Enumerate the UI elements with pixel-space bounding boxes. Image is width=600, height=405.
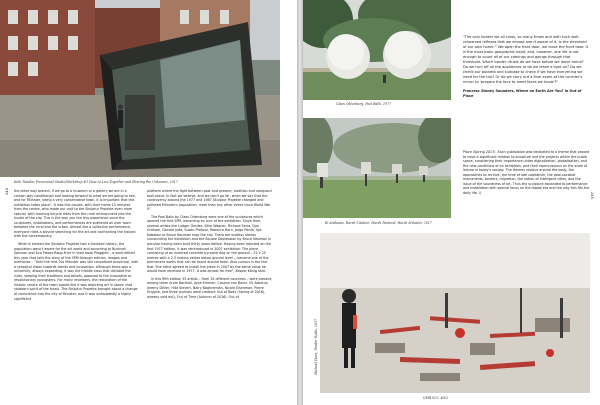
quote-attribution: Francesc Stoney Saunders, Where on Earth Are You? in Out of Place xyxy=(463,89,582,98)
page-number-right: 245 xyxy=(590,192,594,199)
pull-quote xyxy=(463,35,588,98)
photo-caption-pool-balls: Claes Oldenburg, Pool Balls, 1977 xyxy=(336,102,392,106)
photo-caption-michael-dean: Michael Dean, Tender Radio, 2017 xyxy=(314,318,318,375)
photo-caption-ei-arakawa: Ei Arakawa, Harsh Citation, Harsh Pastoral, Harsh Münster, 2017 xyxy=(325,221,432,225)
paragraph: The Pool Balls by Claes Oldenburg were one of the sculptures which opened the first SPM, becoming an icon of the exhibition. Since then, several artists like Ludger Gerdes, Silke Wagner, Richard Serra, Dan Graham, Donald Judd, Susan Philipsz, Rebecca Horn, Jorge Pardo, Ilya Kabakov or Bruce Nauman map the city. There are endless stories surrounding the exhibition and the Square Depression by Bruce Nauman is peculiar having been built thirty years before. Having been rejected on the first 1977 edition, it was reintroduced in 2007 exhibition. The piece, consisting of an inverted concrete pyramid dug on the ground – 25 x 25 metres with a 2.3 meters vertex below ground level –, became one of the permanent works that can be found around town. Also curious is the fact that "the artist agreed to install the piece in 2007 by the same value he would have received in 1977. It was almost for free", Kasper König said. xyxy=(147,214,271,274)
ei-arakawa-photo xyxy=(303,118,451,218)
pool-balls-photo xyxy=(303,0,451,100)
left-page xyxy=(0,0,297,405)
page-number-left: 244 xyxy=(5,188,9,195)
paragraph: Place (Spring 2017). Each publication was dedicated to a theme that proved to have a significant relation to sculpture and the projects within the public space, considering their importance under digitalization, globalization, and the new conditions of an exhibition, and their repercussions on the scale of leisure in today's society. The themes revolve around the body, the approaches to archive, the time of late capitalism, the post-socialist monuments, borders, migration, the notion of intelligent cities, and the issue of the soundness of art. Thus the sculpture expanded to performance and installation with special focus on the digital era and the way this fits the daily life. // xyxy=(463,150,590,195)
michael-dean-photo xyxy=(320,233,590,393)
text-column-right xyxy=(463,150,590,230)
text-column-2 xyxy=(147,189,274,403)
quote-text: "The only border we all cross, so many times and with such well-rehearsed reflexes that we almost aren't aware of it, is the threshold of our own home."ⁱ We open the front door, we close the front door. It is the most basic geographic habit, and, however, one life is not enough to count all of our comings and goings through that threshold. Which border rituals do we have before we leave home? Do we turn off all the appliances or do we leave a light on? Do we check our pockets and suitcase to check if we have everything we need for the trip? Or do we carry out a final exam at the corridor's mirror to 'prepare the face to meet faces we know'?" xyxy=(463,35,589,84)
paragraph: In this fifth edition 35 artists – from 19 different countries – were present, among them Aram Bartholl, Ayse Erkmen, Cosima von Bonin, Eli Asbetus, Jeremy Deller, Hito Steyerl, Nairy Baghramian, Nicole Eisenman, Pierre Huyghe, and three journals were created: Out of Body (Spring of 2016), already sold out), Out of Time (Autumn of 2016), Out of xyxy=(147,276,273,300)
koki-tanaka-photo xyxy=(0,0,280,177)
text-column-1 xyxy=(14,189,139,403)
right-page xyxy=(303,0,600,405)
paragraph: the other way around. If we go to a museum or a gallery we are in a certain way conditioned and looking forward to what we are going to see, and for Münster, being a very conservative town, it is important that this exhibition takes place". It was this couple, with their home 15 minutes from the centre, who made our visit to the Skulptur Projekte even more special, with morning bicycle rides from the rural environment into the hustle of the city. This is the way you live this experience since the sculptures, installations, and performances are scattered all over town between the rural and the urban. Almost like a collective performance, everyone rides a bicycle searching for the art and confronting the historic with the contemporary. xyxy=(14,189,136,239)
paragraph: platform where the fight between past and present, tradition and vanguard took place. In fact we believe, and we don't go far, when we say that the controversy around the 1977 and 1987 Skulptur Projekte changed and polished Münster's population, more than any other event since World War II". xyxy=(147,189,272,212)
paragraph: When it started the Skulptur Projekte had a troubled history, the population wasn't aware for the art world and according to Bucknell Spinnen and Eva Pieper-Rapp-Frick in their book Ploggied – a work edited this year that tells the story of the SPM through articles, images and memories – "Until the mid-70s Münster was still considered provincial, with a sceptical vision towards trends and innovation. Although there was a university, always expanding, it was the middle class that dictated the rules, seeping their traditions and beliefs, opposed to the innovative or revolutionary youngsters. For many reviewers, the restoration of the historic centre of the town looked like it was depicting art in stone: that stubborn spirit of the locals. The Skulptur Projekte brought about a change of conscience into the city of Münster, and it was undoubtedly a highly significant xyxy=(14,242,139,301)
photo-caption-koki-tanaka: Koki Tanaka, Provisional Studio/Workshop #1 How to Live Together and Sharing the Unknown, 2017 xyxy=(14,180,178,184)
magazine-footer: UMBIGO #62 xyxy=(423,396,449,400)
